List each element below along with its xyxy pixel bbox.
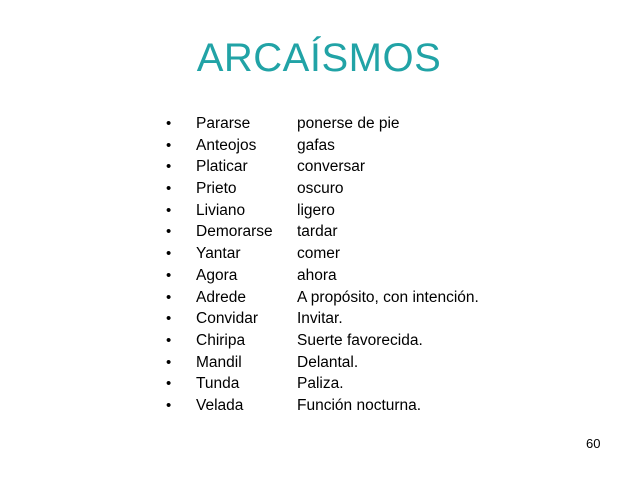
bullet-icon: •: [166, 180, 172, 198]
meaning: Suerte favorecida.: [297, 331, 423, 349]
meaning: ponerse de pie: [297, 115, 400, 132]
bullet-icon: •: [166, 158, 172, 176]
meaning: ahora: [297, 266, 337, 284]
meaning: ligero: [297, 201, 335, 219]
meaning: Invitar.: [297, 310, 343, 328]
term: Yantar: [196, 245, 241, 263]
meaning: Paliza.: [297, 375, 344, 393]
term: Platicar: [196, 158, 248, 176]
slide-title: ARCAÍSMOS: [196, 36, 442, 80]
meaning: oscuro: [297, 180, 344, 198]
meaning: comer: [297, 245, 341, 263]
bullet-icon: •: [166, 288, 172, 306]
meaning: gafas: [297, 136, 335, 154]
meaning: tardar: [297, 223, 338, 241]
term: Adrede: [196, 288, 246, 306]
page-number: 60: [586, 436, 601, 451]
term: Velada: [196, 396, 244, 414]
bullet-icon: •: [166, 310, 172, 328]
bullet-icon: •: [166, 223, 172, 241]
bullet-icon: •: [166, 245, 172, 263]
bullet-icon: •: [166, 331, 172, 349]
term: Mandil: [196, 353, 242, 371]
bullet-icon: •: [166, 375, 172, 393]
term: Pararse: [196, 115, 251, 132]
term: Anteojos: [196, 136, 257, 154]
term: Prieto: [196, 180, 237, 198]
term: Demorarse: [196, 223, 273, 241]
term: Convidar: [196, 310, 259, 328]
bullet-icon: •: [166, 266, 172, 284]
term: Tunda: [196, 375, 240, 393]
meaning: A propósito, con intención.: [297, 288, 479, 306]
meaning: Función nocturna.: [297, 396, 422, 414]
term: Liviano: [196, 201, 246, 219]
bullet-icon: •: [166, 201, 172, 219]
bullet-icon: •: [166, 136, 172, 154]
bullet-icon: •: [166, 115, 172, 132]
meaning: conversar: [297, 158, 366, 176]
bullet-icon: •: [166, 396, 172, 414]
meaning: Delantal.: [297, 353, 359, 371]
term: Chiripa: [196, 331, 246, 349]
bullet-icon: •: [166, 353, 172, 371]
term: Agora: [196, 266, 238, 284]
